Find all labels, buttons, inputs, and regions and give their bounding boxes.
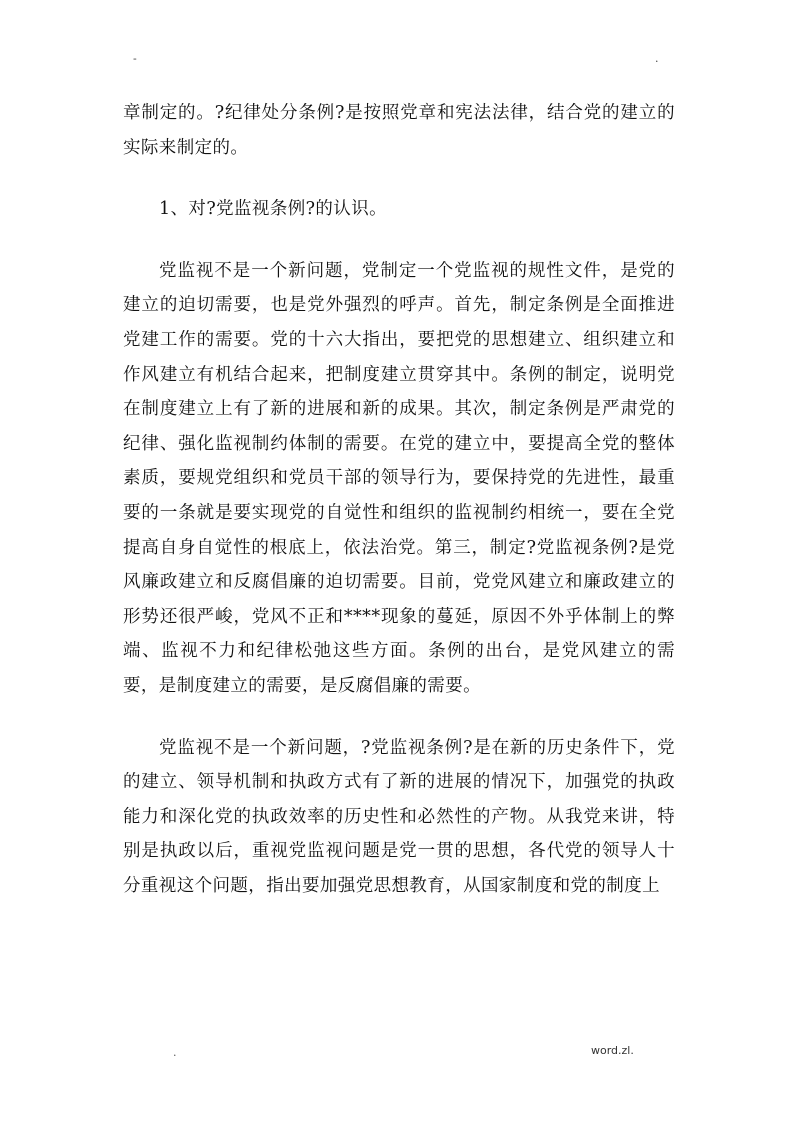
- paragraph-gap: [123, 165, 675, 192]
- footer-left-mark: .: [173, 1046, 177, 1059]
- paragraph-continuation: 章制定的。?纪律处分条例?是按照党章和宪法法律，结合党的建立的实际来制定的。: [123, 103, 675, 158]
- paragraph-gap: [123, 704, 675, 731]
- footer-watermark: word.zl.: [591, 1044, 634, 1057]
- paragraph-gap: [123, 227, 675, 254]
- paragraph-body: 党监视不是一个新问题，?党监视条例?是在新的历史条件下，党的建立、领导机制和执政方式有了新的进展的情况下，加强党的执政能力和深化党的执政效率的历史性和必然性的产物。从我党来讲，特别是执政以后，重视党监视问题是党一贯的思想，各代党的领导人十分重视这个问题，指出要加强党思想教育，从国家制度和党的制度上: [123, 737, 675, 896]
- paragraph-body: 党监视不是一个新问题，党制定一个党监视的规性文件，是党的建立的迫切需要，也是党外强烈的呼声。首先，制定条例是全面推进党建工作的需要。党的十六大指出，要把党的思想建立、组织建立和作风建立有机结合起来，把制度建立贯穿其中。条例的制定，说明党在制度建立上有了新的进展和新的成果。其次，制定条例是严肃党的纪律、强化监视制约体制的需要。在党的建立中，要提高全党的整体素质，要规党组织和党员干部的领导行为，要保持党的先进性，最重要的一条就是要实现党的自觉性和组织的监视制约相统一，要在全党提高自身自觉性的根底上，依法治党。第三，制定?党监视条例?是党风廉政建立和反腐倡廉的迫切需要。目前，党党风建立和廉政建立的形势还很严峻，党风不正和****现象的蔓延，原因不外乎体制上的弊端、监视不力和纪律松弛这些方面。条例的出台，是党风建立的需要，是制度建立的需要，是反腐倡廉的需要。: [123, 260, 675, 696]
- document-body: [123, 96, 675, 903]
- section-heading: 1、对?党监视条例?的认识。: [159, 199, 387, 220]
- header-right-mark: .: [655, 52, 659, 65]
- header-left-mark: -: [133, 52, 137, 65]
